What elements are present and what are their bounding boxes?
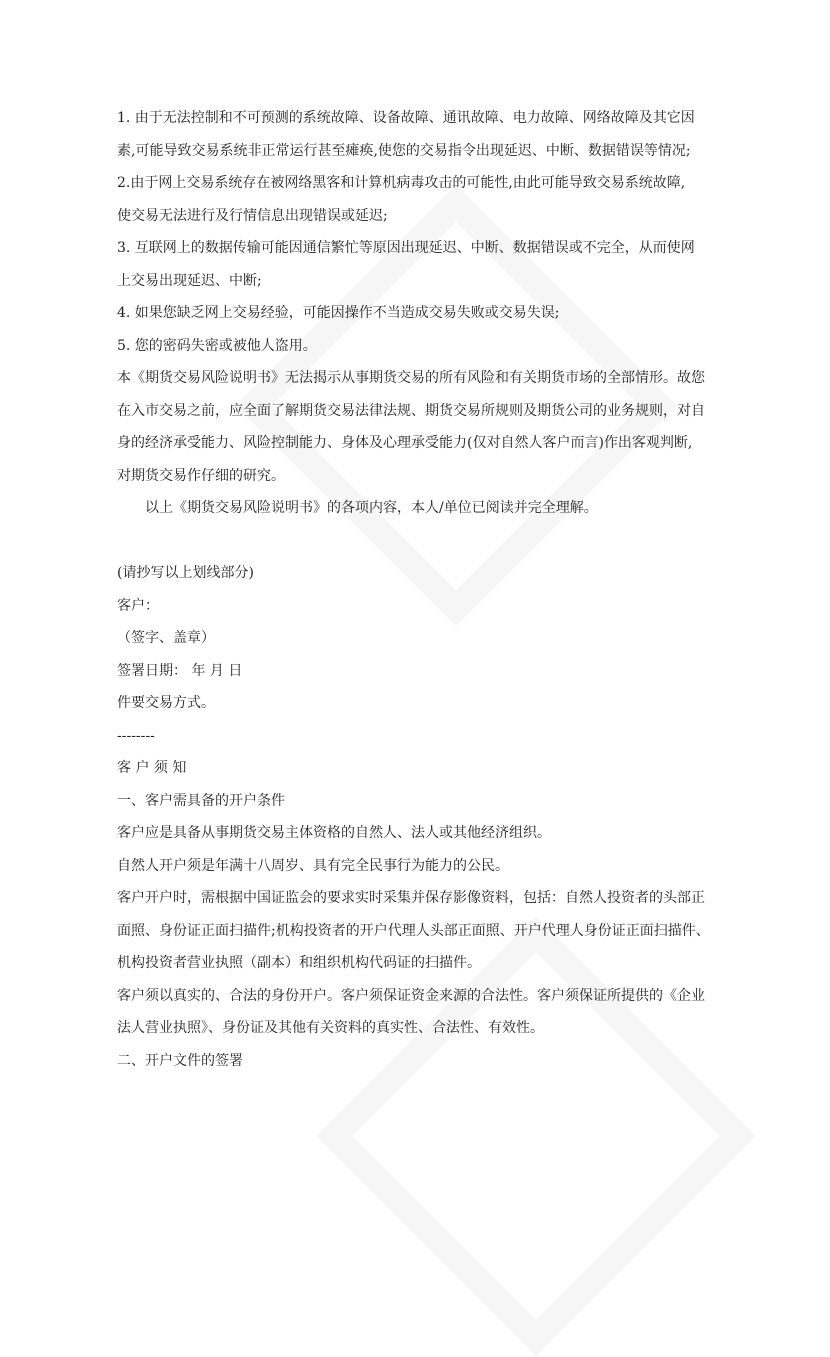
paragraph: 自然人开户须是年满十八周岁、具有完全民事行为能力的公民。 <box>117 857 509 874</box>
risk-item-3-cont: 上交易出现延迟、中断; <box>117 272 262 289</box>
paragraph-cont: 法人营业执照》、身份证及其他有关资料的真实性、合法性、有效性。 <box>117 1020 544 1036</box>
document-body <box>117 102 717 1077</box>
paragraph-cont: 面照、身份证正面扫描件;机构投资者的开户代理人头部正面照、开户代理人身份证正面扫描件、 <box>117 922 710 939</box>
acknowledgement: 以上《期货交易风险说明书》的各项内容，本人/单位已阅读并完全理解。 <box>145 500 598 516</box>
risk-item-4: 4. 如果您缺乏网上交易经验，可能因操作不当造成交易失败或交易失误; <box>117 305 560 321</box>
disclaimer-paragraph-cont: 在入市交易之前，应全面了解期货交易法律法规、期货交易所规则及期货公司的业务规则，对自 <box>117 402 705 419</box>
paragraph: 客户开户时，需根据中国证监会的要求实时采集并保存影像资料，包括：自然人投资者的头部正 <box>117 890 705 906</box>
risk-item-2-cont: 使交易无法进行及行情信息出现错误或延迟; <box>117 207 388 224</box>
risk-item-3: 3. 互联网上的数据传输可能因通信繁忙等原因出现延迟、中断、数据错误或不完全，从而使网 <box>117 240 695 256</box>
risk-item-1: 1. 由于无法控制和不可预测的系统故障、设备故障、通讯故障、电力故障、网络故障及其它因 <box>117 110 695 126</box>
blank-line <box>117 525 717 558</box>
disclaimer-paragraph-cont: 身的经济承受能力、风险控制能力、身体及心理承受能力(仅对自然人客户而言)作出客观判断, <box>117 435 693 451</box>
sign-date: 签署日期： 年 月 日 <box>117 662 243 679</box>
heading-account-conditions: 一、客户需具备的开户条件 <box>117 792 285 809</box>
risk-item-2: 2.由于网上交易系统存在被网络黑客和计算机病毒攻击的可能性,由此可能导致交易系统故障, <box>117 175 686 191</box>
separator: -------- <box>117 727 155 744</box>
disclaimer-paragraph: 本《期货交易风险说明书》无法揭示从事期货交易的所有风险和有关期货市场的全部情形。故您 <box>117 370 705 386</box>
copy-instruction: (请抄写以上划线部分) <box>117 565 254 581</box>
heading-document-signing: 二、开户文件的签署 <box>117 1052 243 1069</box>
risk-item-5: 5. 您的密码失密或被他人盗用。 <box>117 337 317 354</box>
disclaimer-paragraph-cont: 对期货交易作仔细的研究。 <box>117 467 285 484</box>
paragraph-cont: 机构投资者营业执照（副本）和组织机构代码证的扫描件。 <box>117 955 481 971</box>
paragraph: 客户应是具备从事期货交易主体资格的自然人、法人或其他经济组织。 <box>117 825 551 841</box>
trade-method-text: 件要交易方式。 <box>117 695 215 711</box>
risk-item-1-cont: 素,可能导致交易系统非正常运行甚至瘫痪,使您的交易指令出现延迟、中断、数据错误等情况; <box>117 142 691 159</box>
signature-label: （签字、盖章） <box>117 630 215 646</box>
section-title: 客 户 须 知 <box>117 760 187 776</box>
paragraph: 客户须以真实的、合法的身份开户。客户须保证资金来源的合法性。客户须保证所提供的《企业 <box>117 987 705 1004</box>
client-label: 客户： <box>117 597 159 614</box>
